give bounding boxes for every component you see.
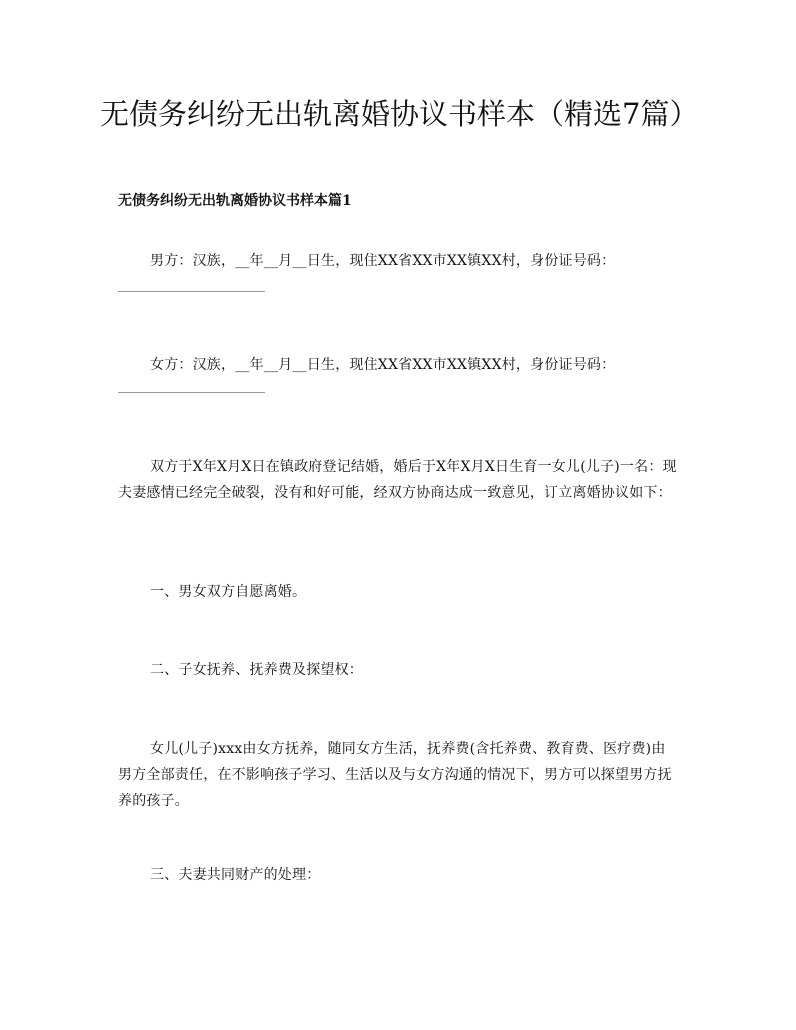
female-id-blank-line bbox=[118, 392, 265, 393]
male-id-blank-line bbox=[118, 291, 265, 292]
clause-1-paragraph: 一、男女双方自愿离婚。 bbox=[150, 584, 307, 600]
clause-3-heading: 三、夫妻共同财产的处理： bbox=[150, 867, 321, 883]
female-party-paragraph: 女方：汉族，__年__月__日生，现住XX省XX市XX镇XX村，身份证号码： bbox=[150, 357, 616, 373]
document-title: 无债务纠纷无出轨离婚协议书样本（精选7篇） bbox=[100, 97, 699, 131]
clause-2-detail-paragraph: 女儿(儿子)xxx由女方抚养，随同女方生活，抚养费(含托养费、教育费、医疗费)由男方全部责任，在不影响孩子学习、生活以及与女方沟通的情况下，男方可以探望男方抚养的孩子。 bbox=[118, 741, 672, 809]
clause-2-heading: 二、子女抚养、抚养费及探望权： bbox=[150, 662, 363, 678]
section-heading: 无债务纠纷无出轨离婚协议书样本篇1 bbox=[118, 193, 352, 209]
intro-paragraph: 双方于X年X月X日在镇政府登记结婚，婚后于X年X月X日生育一女儿(儿子)一名：现夫妻感情已经完全破裂，没有和好可能，经双方协商达成一致意见，订立离婚协议如下： bbox=[118, 459, 677, 501]
male-party-paragraph: 男方：汉族，__年__月__日生，现住XX省XX市XX镇XX村，身份证号码： bbox=[150, 253, 616, 269]
